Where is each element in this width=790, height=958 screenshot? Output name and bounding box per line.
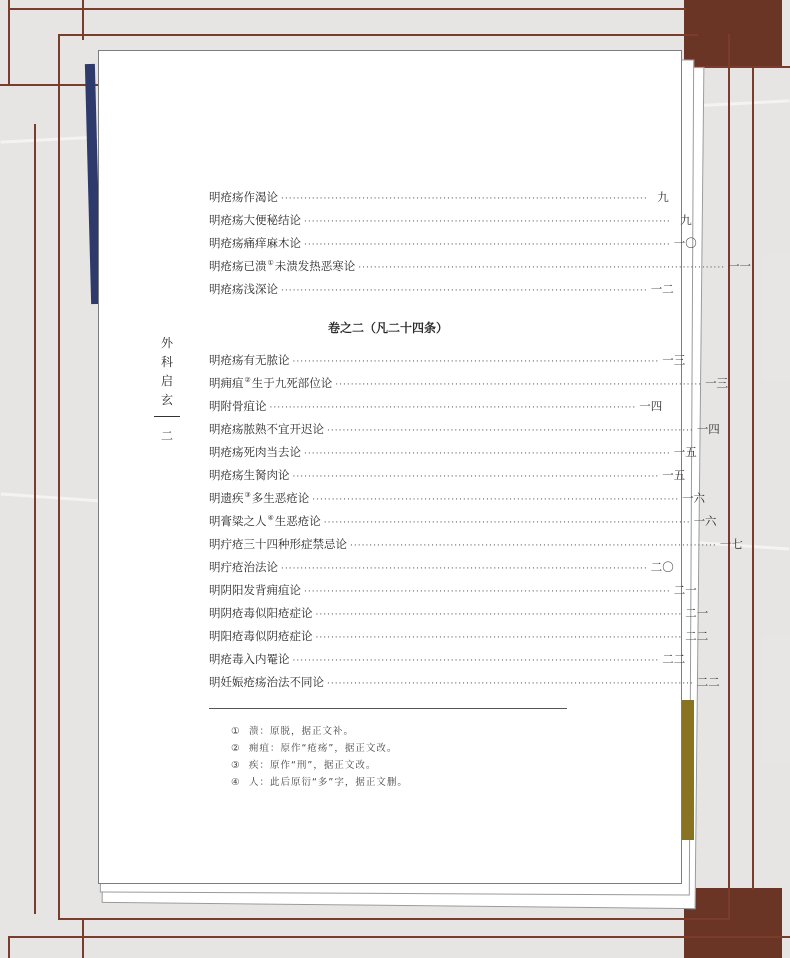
toc-entry-title: 明疔疮治法论 — [209, 560, 278, 574]
running-head-rule — [154, 416, 180, 417]
toc-entry[interactable] — [209, 559, 674, 577]
running-head — [157, 334, 177, 444]
corner-block-top-right — [684, 0, 782, 66]
toc-entry[interactable] — [209, 444, 697, 462]
toc-entry[interactable] — [209, 421, 720, 439]
footnote-ref[interactable]: ② — [244, 376, 251, 385]
toc-entry-title: 明阳疮毒似阴疮症论 — [209, 629, 313, 643]
frame-line — [8, 936, 10, 958]
toc-entry-title: 明阴阳发背痈疽论 — [209, 583, 301, 597]
toc-entry[interactable] — [209, 467, 686, 485]
toc-leader-dots: ······························································································· — [327, 679, 694, 689]
footnote-mark: ① — [231, 726, 241, 737]
toc-entry-page: 二一 — [685, 606, 709, 620]
toc-entry-title — [209, 258, 355, 274]
toc-entry-title: 明疮疡死肉当去论 — [209, 445, 301, 459]
toc-entry-page: 一二 — [650, 282, 674, 296]
toc-entry-page: 一五 — [662, 468, 686, 482]
toc-entry-title: 明疮疡浅深论 — [209, 282, 278, 296]
toc-entry[interactable] — [209, 628, 709, 646]
toc-leader-dots: ······························································································· — [327, 426, 694, 436]
corner-block-bottom-right — [684, 888, 782, 958]
toc-leader-dots: ······························································································· — [281, 286, 648, 296]
toc-entry[interactable] — [209, 536, 743, 554]
toc-entry[interactable] — [209, 235, 697, 253]
toc-entry-page: 一七 — [719, 537, 743, 551]
footnote-text: 痈疽：原作“疮疡”，据正文改。 — [249, 743, 398, 754]
frame-line — [8, 0, 10, 86]
toc-entry[interactable] — [209, 352, 686, 370]
frame-line — [82, 920, 84, 958]
toc-entry-title: 明疔疮三十四种形症禁忌论 — [209, 537, 347, 551]
footnote-text: 溃：原脱，据正文补。 — [249, 726, 355, 737]
toc-entry-title-part: 明疮疡已溃 — [209, 259, 267, 273]
running-head-char: 外 — [160, 336, 173, 350]
toc-leader-dots: ······························································································· — [323, 518, 691, 528]
toc-entry[interactable] — [209, 398, 663, 416]
toc-entry-title — [209, 375, 332, 391]
toc-entry-title: 明疮疡作渴论 — [209, 190, 278, 204]
toc-leader-dots: ······························································································· — [315, 610, 683, 620]
footnote-text: 疾：原作“刑”，据正文改。 — [249, 760, 377, 771]
toc-leader-dots: ······························································································· — [335, 380, 703, 390]
toc-entry-page: 一六 — [682, 491, 706, 505]
footnote — [231, 740, 397, 754]
toc-entry-title — [209, 490, 309, 506]
toc-leader-dots: ······························································································· — [312, 495, 680, 505]
toc-leader-dots: ······························································································· — [281, 194, 648, 204]
toc-entry[interactable] — [209, 605, 709, 623]
book-page — [98, 50, 752, 884]
footnote-text: 人：此后原衍“多”字，据正文删。 — [249, 777, 408, 788]
toc-entry-page: 九 — [657, 190, 669, 204]
book-cover-edge — [682, 700, 694, 840]
toc-leader-dots: ······························································································· — [304, 217, 671, 227]
toc-entry[interactable] — [209, 375, 729, 393]
toc-leader-dots: ······························································································· — [304, 449, 671, 459]
footnote-mark: ③ — [231, 760, 241, 771]
toc-entry-page: 一三 — [662, 353, 686, 367]
frame-line — [8, 8, 686, 10]
toc-leader-dots: ······························································································· — [350, 541, 717, 551]
toc-entry-page: 一四 — [639, 399, 663, 413]
footnote-ref[interactable]: ③ — [244, 491, 251, 500]
footnote — [231, 757, 376, 771]
toc-entry-page: 二二 — [696, 675, 720, 689]
frame-line — [58, 34, 698, 36]
toc-entry[interactable] — [209, 582, 697, 600]
toc-entry-page: 一〇 — [673, 236, 697, 250]
toc-entry-page: 一六 — [693, 514, 717, 528]
toc-leader-dots: ······························································································· — [315, 633, 683, 643]
toc-leader-dots: ······························································································· — [269, 403, 637, 413]
footnote-ref[interactable]: ④ — [267, 514, 274, 523]
frame-line — [728, 34, 730, 920]
toc-entry-page: 一五 — [673, 445, 697, 459]
toc-entry-title — [209, 513, 321, 529]
toc-entry[interactable] — [209, 674, 720, 692]
toc-entry-title: 明疮疡脓熟不宜开迟论 — [209, 422, 324, 436]
footnote-divider — [209, 708, 567, 709]
toc-leader-dots: ······························································································· — [304, 587, 671, 597]
toc-entry-title-part: 明遗疾 — [209, 491, 244, 505]
toc-entry-title-part: 明膏粱之人 — [209, 514, 267, 528]
footnote-ref[interactable]: ① — [267, 259, 274, 268]
toc-entry-title-part: 明痈疽 — [209, 376, 244, 390]
toc-entry-title: 明疮疡生胬肉论 — [209, 468, 290, 482]
frame-line — [34, 124, 36, 914]
toc-entry-title: 明疮疡有无脓论 — [209, 353, 290, 367]
frame-line — [58, 34, 60, 920]
footnote — [231, 774, 408, 788]
footnote-mark: ④ — [231, 777, 241, 788]
toc-entry[interactable] — [209, 189, 669, 207]
frame-line — [752, 66, 754, 890]
toc-entry-page: 一一 — [728, 259, 752, 273]
toc-entry[interactable] — [209, 490, 706, 508]
toc-entry-title: 明疮疡痛痒麻木论 — [209, 236, 301, 250]
toc-entry-title-part: 生于九死部位论 — [251, 376, 333, 390]
toc-leader-dots: ······························································································· — [292, 472, 660, 482]
toc-entry-title: 明附骨疽论 — [209, 399, 267, 413]
toc-entry-page: 一三 — [705, 376, 729, 390]
frame-line — [8, 936, 790, 938]
toc-entry-page: 二一 — [673, 583, 697, 597]
toc-leader-dots: ······························································································· — [358, 263, 726, 273]
toc-leader-dots: ······························································································· — [304, 240, 671, 250]
toc-entry-title-part: 未溃发热恶寒论 — [274, 259, 356, 273]
toc-leader-dots: ······························································································· — [281, 564, 648, 574]
frame-line — [58, 918, 730, 920]
toc-entry-title-part: 生恶疮论 — [274, 514, 321, 528]
toc-entry[interactable] — [209, 513, 717, 531]
page-number: 二 — [160, 429, 173, 443]
toc-leader-dots: ······························································································· — [292, 656, 660, 666]
toc-entry-page: 九 — [680, 213, 692, 227]
toc-leader-dots: ······························································································· — [292, 357, 660, 367]
running-head-char: 启 — [160, 374, 173, 388]
toc-entry-title: 明疮毒入内罨论 — [209, 652, 290, 666]
section-heading: 卷之二（凡二十四条） — [327, 321, 448, 335]
toc-entry-title-part: 多生恶疮论 — [251, 491, 310, 505]
running-head-char: 玄 — [160, 393, 173, 407]
toc-entry-title: 明阴疮毒似阳疮症论 — [209, 606, 313, 620]
toc-entry[interactable] — [209, 258, 752, 276]
toc-entry-page: 二二 — [685, 629, 709, 643]
running-head-char: 科 — [160, 355, 173, 369]
toc-entry[interactable] — [209, 281, 674, 299]
toc-entry-page: 二二 — [662, 652, 686, 666]
toc-entry[interactable] — [209, 212, 692, 230]
footnote — [231, 723, 354, 737]
toc-entry[interactable] — [209, 651, 686, 669]
toc-entry-title: 明疮疡大便秘结论 — [209, 213, 301, 227]
toc-entry-page: 一四 — [696, 422, 720, 436]
footnote-mark: ② — [231, 743, 241, 754]
toc-entry-title: 明妊娠疮疡治法不同论 — [209, 675, 324, 689]
toc-entry-page: 二〇 — [650, 560, 674, 574]
